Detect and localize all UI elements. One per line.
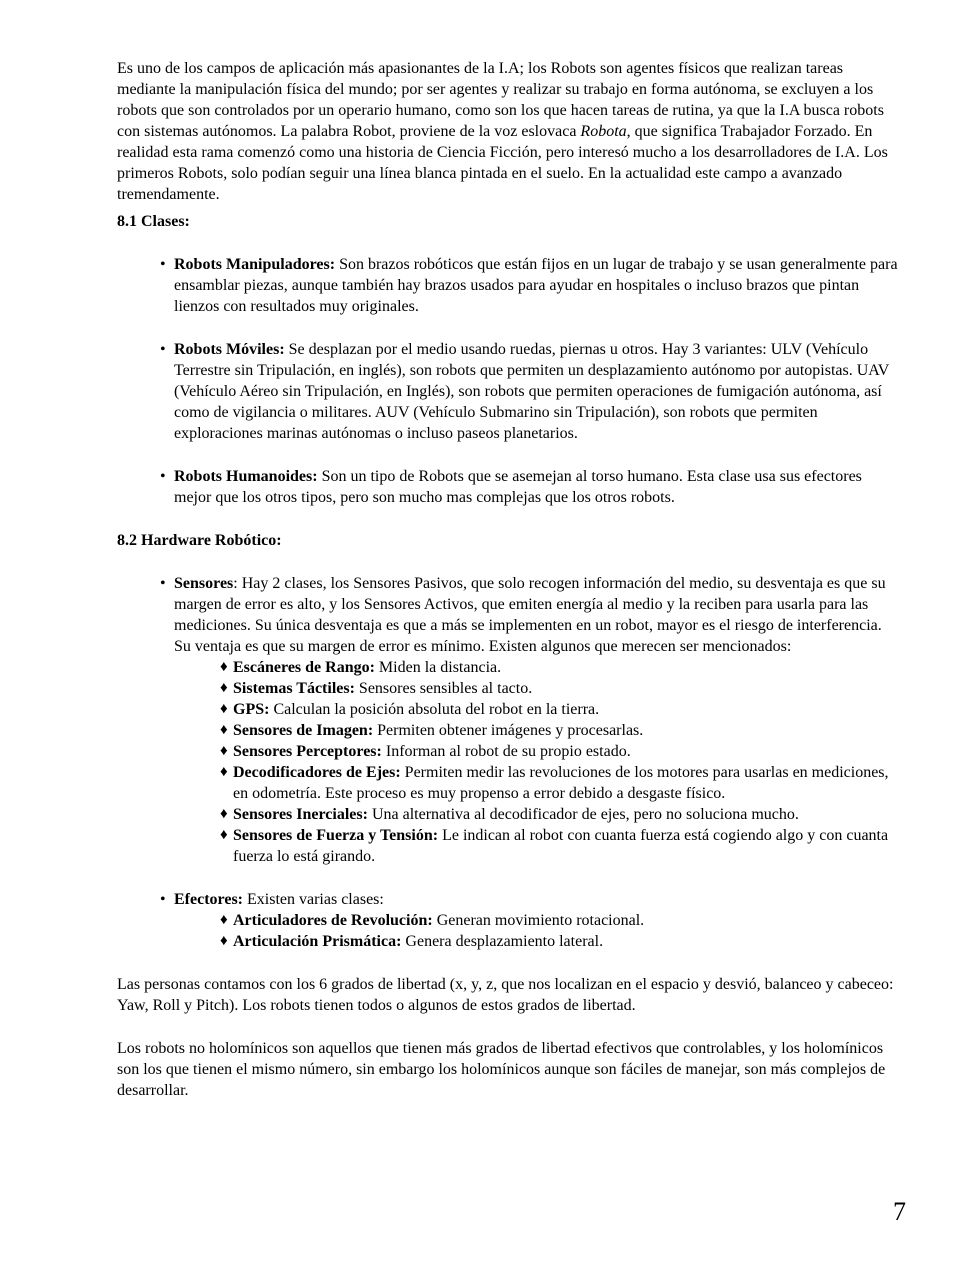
sublist-item-text: Generan movimiento rotacional. bbox=[432, 912, 645, 929]
diamond-bullet-icon: ♦ bbox=[220, 701, 228, 717]
diamond-bullet-icon: ♦ bbox=[220, 912, 228, 928]
sublist-item-label: Sensores Inerciales: bbox=[233, 806, 368, 823]
closing-paragraph-holominicos: Los robots no holomínicos son aquellos que tienen más grados de libertad efectivos que controlables, y los holomínicos son los que tienen el mismo número, sin embargo los holomínicos aunque son fáciles de manejar, son más complejos de desarrollar. bbox=[117, 1040, 886, 1099]
sublist-item-label: Sensores de Fuerza y Tensión: bbox=[233, 827, 439, 844]
diamond-bullet-icon: ♦ bbox=[220, 722, 228, 738]
list-item-text: Son brazos robóticos que están fijos en un lugar de trabajo y se usan generalmente para ensamblar piezas, aunque también hay brazos usados para ayudar en hospitales o incluso brazos que pintan lienzos con resultados muy originales. bbox=[174, 256, 898, 315]
clases-list bbox=[117, 254, 900, 508]
sublist-item-articulacion-prismatica bbox=[174, 931, 900, 952]
sublist-item-text: Informan al robot de su propio estado. bbox=[381, 743, 631, 760]
sublist-item-body bbox=[233, 722, 643, 739]
sublist-item-body bbox=[233, 912, 644, 929]
sublist-item-sensores-perceptores bbox=[174, 741, 900, 762]
sublist-item-sistemas-tactiles bbox=[174, 678, 900, 699]
list-item-text: Se desplazan por el medio usando ruedas, piernas u otros. Hay 3 variantes: ULV (Vehículo Terrestre sin Tripulación, en inglés), son robots que permiten un desplazamiento autónomo por autopistas. UAV (Vehículo Aéreo sin Tripulación, en Inglés), son robots que permiten operaciones de fumigación autónoma, así como de vigilancia o militares. AUV (Vehículo Submarino sin Tripulación), son robots que permiten exploraciones marinas autónomas o incluso paseos planetarios. bbox=[174, 341, 890, 442]
sublist-item-text: Permiten medir las revoluciones de los motores para usarlas en mediciones, en odometría. Este proceso es muy propenso a error debido a desgaste físico. bbox=[233, 764, 889, 802]
sublist-item-label: Articuladores de Revolución: bbox=[233, 912, 433, 929]
sublist-item-body bbox=[233, 680, 532, 697]
sublist-item-label: Decodificadores de Ejes: bbox=[233, 764, 401, 781]
diamond-bullet-icon: ♦ bbox=[220, 933, 228, 949]
efectores-sublist bbox=[174, 910, 900, 952]
sublist-item-body bbox=[233, 659, 501, 676]
list-item-efectores bbox=[117, 889, 900, 952]
sublist-item-label: Sistemas Táctiles: bbox=[233, 680, 355, 697]
diamond-bullet-icon: ♦ bbox=[220, 680, 228, 696]
intro-paragraph bbox=[117, 58, 900, 205]
list-item-body bbox=[174, 468, 862, 506]
sublist-item-body bbox=[233, 806, 799, 823]
sublist-item-sensores-de-fuerza-y-tension bbox=[174, 825, 900, 867]
bullet-icon: • bbox=[160, 468, 166, 485]
sublist-item-sensores-de-imagen bbox=[174, 720, 900, 741]
list-item-body bbox=[174, 575, 886, 655]
bullet-icon: • bbox=[160, 891, 166, 908]
sublist-item-gps bbox=[174, 699, 900, 720]
section-heading-hardware-robotico: 8.2 Hardware Robótico: bbox=[117, 532, 282, 549]
list-item-label: Sensores bbox=[174, 575, 234, 592]
list-item-text: Existen varias clases: bbox=[243, 891, 384, 908]
sublist-item-sensores-inerciales bbox=[174, 804, 900, 825]
sublist-item-escaneres-de-rango bbox=[174, 657, 900, 678]
sublist-item-text: Genera desplazamiento lateral. bbox=[401, 933, 604, 950]
sensores-sublist bbox=[174, 657, 900, 867]
sublist-item-body bbox=[233, 701, 599, 718]
sublist-item-label: Articulación Prismática: bbox=[233, 933, 402, 950]
sublist-item-text: Una alternativa al decodificador de ejes, pero no soluciona mucho. bbox=[367, 806, 799, 823]
intro-text-part1: Es uno de los campos de aplicación más apasionantes de la I.A; los Robots son agentes físicos que realizan tareas mediante la manipulación física del mundo; por ser agentes y realizar su trabajo en forma autónoma, se excluyen a los robots que son controlados por un operario humano, como son los que hacen tareas de rutina, ya que la I.A busca robots con sistemas autónomos. La palabra Robot, proviene de la voz eslovaca bbox=[117, 60, 884, 140]
list-item-label: Robots Humanoides: bbox=[174, 468, 318, 485]
sublist-item-text: Miden la distancia. bbox=[374, 659, 502, 676]
diamond-bullet-icon: ♦ bbox=[220, 743, 228, 759]
intro-text-part2: , que significa Trabajador Forzado. En realidad esta rama comenzó como una historia de Ciencia Ficción, pero interesó mucho a los desarrolladores de I.A. Los primeros Robots, solo podían seguir una línea blanca pintada en el suelo. En la actualidad este campo a avanzado tremendamente. bbox=[117, 123, 888, 203]
sublist-item-decodificadores-de-ejes bbox=[174, 762, 900, 804]
list-item-body bbox=[174, 891, 384, 908]
list-item-label: Robots Manipuladores: bbox=[174, 256, 336, 273]
page-number: 7 bbox=[893, 1197, 906, 1226]
closing-paragraph-grados-de-libertad: Las personas contamos con los 6 grados de libertad (x, y, z, que nos localizan en el espacio y desvió, balanceo y cabeceo: Yaw, Roll y Pitch). Los robots tienen todos o algunos de estos grados de libertad. bbox=[117, 976, 894, 1014]
diamond-bullet-icon: ♦ bbox=[220, 764, 228, 780]
sublist-item-articuladores-de-revolucion bbox=[174, 910, 900, 931]
diamond-bullet-icon: ♦ bbox=[220, 659, 228, 675]
diamond-bullet-icon: ♦ bbox=[220, 827, 228, 843]
sublist-item-text: Permiten obtener imágenes y procesarlas. bbox=[373, 722, 644, 739]
sublist-item-body bbox=[233, 743, 631, 760]
list-item-text: Son un tipo de Robots que se asemejan al torso humano. Esta clase usa sus efectores mejor que los otros tipos, pero son mucho mas complejas que los otros robots. bbox=[174, 468, 862, 506]
sublist-item-body bbox=[233, 827, 888, 865]
list-item-body bbox=[174, 341, 889, 442]
sublist-item-body bbox=[233, 933, 603, 950]
sublist-item-label: Sensores de Imagen: bbox=[233, 722, 374, 739]
bullet-icon: • bbox=[160, 341, 166, 358]
sublist-item-label: Sensores Perceptores: bbox=[233, 743, 382, 760]
list-item-body bbox=[174, 256, 898, 315]
sublist-item-label: Escáneres de Rango: bbox=[233, 659, 375, 676]
sublist-item-label: GPS: bbox=[233, 701, 270, 718]
list-item-robots-humanoides bbox=[117, 466, 900, 508]
list-item-label: Efectores: bbox=[174, 891, 243, 908]
list-item-text: : Hay 2 clases, los Sensores Pasivos, que solo recogen información del medio, su desventaja es que su margen de error es alto, y los Sensores Activos, que emiten energía al medio y la reciben para usarla para las mediciones. Su única desventaja es que a más se implementen en un robot, mayor es el riesgo de interferencia. Su ventaja es que su margen de error es mínimo. Existen algunos que merecen ser mencionados: bbox=[174, 575, 886, 655]
sublist-item-text: Sensores sensibles al tacto. bbox=[354, 680, 533, 697]
list-item-robots-moviles bbox=[117, 339, 900, 444]
bullet-icon: • bbox=[160, 256, 166, 273]
list-item-sensores bbox=[117, 573, 900, 867]
sublist-item-text: Le indican al robot con cuanta fuerza está cogiendo algo y con cuanta fuerza lo está girando. bbox=[233, 827, 889, 865]
diamond-bullet-icon: ♦ bbox=[220, 806, 228, 822]
list-item-label: Robots Móviles: bbox=[174, 341, 285, 358]
hardware-list bbox=[117, 573, 900, 952]
intro-italic-word: Robota bbox=[580, 123, 627, 140]
bullet-icon: • bbox=[160, 575, 166, 592]
sublist-item-text: Calculan la posición absoluta del robot en la tierra. bbox=[269, 701, 600, 718]
list-item-robots-manipuladores bbox=[117, 254, 900, 317]
sublist-item-body bbox=[233, 764, 889, 802]
section-heading-clases: 8.1 Clases: bbox=[117, 213, 190, 230]
